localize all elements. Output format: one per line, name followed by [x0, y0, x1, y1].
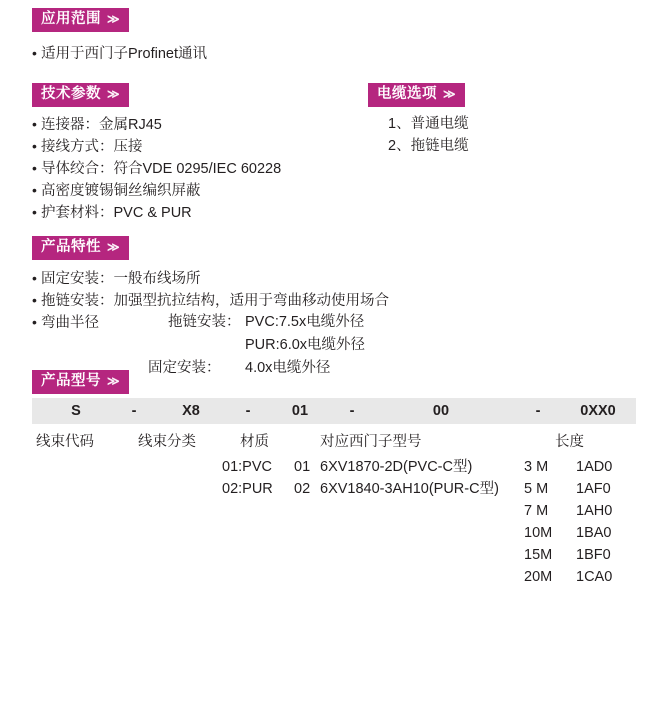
radius-drag-pvc: PVC:7.5x电缆外径 — [245, 314, 365, 330]
model-head-cell-4: 01 — [291, 403, 309, 419]
pill-features-label: 产品特性 — [41, 239, 101, 255]
bullet-dot-icon: • — [32, 116, 37, 132]
feature-item-0-label: 固定安装：一般布线场所 — [41, 271, 201, 287]
model-subheader-3: 对应西门子型号 — [320, 434, 422, 450]
model-length-5: 20M — [524, 569, 553, 585]
section-heading-scope — [32, 8, 129, 32]
pill-cable-option-label: 电缆选项 — [377, 86, 437, 102]
cable-option-item-1: 2、拖链电缆 — [388, 138, 469, 154]
model-siemens-model-1: 6XV1840-3AH10(PUR-C型) — [320, 481, 499, 497]
model-length-code-1: 1AF0 — [576, 481, 611, 497]
chevron-right-icon: ≫ — [107, 240, 121, 255]
radius-drag-label: 拖链安装： — [168, 314, 241, 330]
section-heading-tech — [32, 83, 129, 107]
tech-item-4 — [32, 204, 192, 222]
model-head-cell-0: S — [71, 403, 81, 419]
bullet-dot-icon: • — [32, 204, 37, 220]
model-length-4: 15M — [524, 547, 553, 563]
tech-item-0-label: 连接器：金属RJ45 — [41, 117, 162, 133]
model-table-header-row — [32, 398, 636, 424]
model-length-2: 7 M — [524, 503, 549, 519]
scope-item-0-label: 适用于西门子Profinet通讯 — [41, 46, 207, 62]
feature-item-0 — [32, 270, 201, 288]
chevron-right-icon: ≫ — [107, 374, 121, 389]
bullet-dot-icon: • — [32, 182, 37, 198]
section-heading-model — [32, 370, 129, 394]
tech-item-0 — [32, 116, 162, 134]
model-head-cell-3: - — [245, 403, 251, 419]
model-number-table — [32, 398, 636, 424]
model-length-3: 10M — [524, 525, 553, 541]
bullet-dot-icon: • — [32, 314, 37, 330]
model-subheader-1: 线束分类 — [138, 434, 196, 450]
model-length-code-3: 1BA0 — [576, 525, 612, 541]
model-material-0: 01:PVC — [222, 459, 272, 475]
feature-item-1-label: 拖链安装：加强型抗拉结构，适用于弯曲移动使用场合 — [41, 293, 389, 309]
model-length-code-2: 1AH0 — [576, 503, 613, 519]
model-subheader-2: 材质 — [240, 434, 269, 450]
model-head-cell-2: X8 — [182, 403, 200, 419]
tech-item-2-label: 导体绞合：符合VDE 0295/IEC 60228 — [41, 161, 282, 177]
tech-item-1-label: 接线方式：压接 — [41, 139, 143, 155]
model-subheader-0: 线束代码 — [36, 434, 94, 450]
pill-tech-label: 技术参数 — [41, 86, 101, 102]
cable-option-item-0: 1、普通电缆 — [388, 116, 469, 132]
bullet-dot-icon: • — [32, 138, 37, 154]
model-length-code-0: 1AD0 — [576, 459, 613, 475]
model-head-cell-5: - — [349, 403, 355, 419]
radius-drag-pur: PUR:6.0x电缆外径 — [245, 337, 366, 353]
feature-item-2 — [32, 314, 99, 332]
model-length-code-4: 1BF0 — [576, 547, 611, 563]
section-heading-features — [32, 236, 129, 260]
model-length-0: 3 M — [524, 459, 549, 475]
scope-item-0 — [32, 45, 207, 63]
pill-tech — [32, 83, 129, 107]
model-head-cell-7: - — [535, 403, 541, 419]
model-subheader-4: 长度 — [555, 434, 584, 450]
radius-fixed-value: 4.0x电缆外径 — [245, 360, 331, 376]
model-length-code-5: 1CA0 — [576, 569, 613, 585]
chevron-right-icon: ≫ — [107, 87, 121, 102]
bullet-dot-icon: • — [32, 160, 37, 176]
model-head-cell-1: - — [131, 403, 137, 419]
model-head-cell-8: 0XX0 — [580, 403, 616, 419]
chevron-right-icon: ≫ — [107, 12, 121, 27]
tech-item-1 — [32, 138, 143, 156]
model-siemens-code-0: 01 — [294, 459, 311, 475]
bullet-dot-icon: • — [32, 270, 37, 286]
tech-item-4-label: 护套材料：PVC & PUR — [41, 205, 192, 221]
pill-model — [32, 370, 129, 394]
chevron-right-icon: ≫ — [443, 87, 457, 102]
feature-item-1 — [32, 292, 389, 310]
radius-fixed-label: 固定安装： — [148, 360, 221, 376]
pill-scope-label: 应用范围 — [41, 11, 101, 27]
section-heading-cable-option — [368, 83, 465, 107]
pill-model-label: 产品型号 — [41, 373, 101, 389]
model-siemens-code-1: 02 — [294, 481, 311, 497]
bullet-dot-icon: • — [32, 45, 37, 61]
model-head-cell-6: 00 — [432, 403, 450, 419]
model-length-1: 5 M — [524, 481, 549, 497]
pill-cable-option — [368, 83, 465, 107]
pill-scope — [32, 8, 129, 32]
model-siemens-model-0: 6XV1870-2D(PVC-C型) — [320, 459, 473, 475]
feature-item-2-label: 弯曲半径 — [41, 315, 99, 331]
tech-item-3 — [32, 182, 201, 200]
model-material-1: 02:PUR — [222, 481, 273, 497]
tech-item-3-label: 高密度镀锡铜丝编织屏蔽 — [41, 183, 201, 199]
pill-features — [32, 236, 129, 260]
tech-item-2 — [32, 160, 281, 178]
bullet-dot-icon: • — [32, 292, 37, 308]
